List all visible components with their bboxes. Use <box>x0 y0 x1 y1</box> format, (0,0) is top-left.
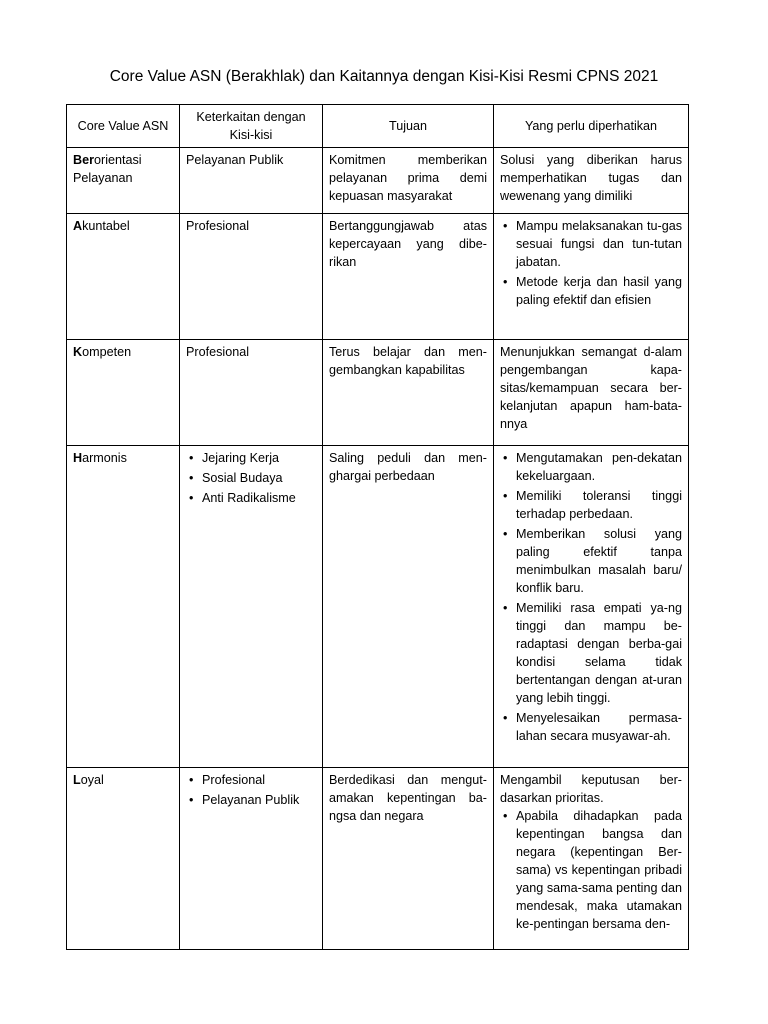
keterkaitan-item: • Jejaring Kerja <box>202 449 316 467</box>
core-value-cell <box>67 214 180 340</box>
core-value-initial: H <box>73 451 83 465</box>
perhatian-item: • Mampu melaksanakan tu-gas sesuai fungsi dan tun-tutan jabatan. <box>516 217 682 271</box>
keterkaitan-cell <box>180 340 323 446</box>
keterkaitan-text: Pelayanan Publik <box>186 153 284 167</box>
tujuan-cell: Saling peduli dan men-ghargai perbedaan <box>323 446 494 768</box>
tujuan-cell: Berdedikasi dan mengut-amakan kepentingan ba-ngsa dan negara <box>323 768 494 950</box>
perhatian-cell <box>494 446 689 768</box>
keterkaitan-item: • Pelayanan Publik <box>202 791 316 809</box>
core-value-rest: oyal <box>80 773 104 787</box>
core-value-rest: ompeten <box>82 345 132 359</box>
table-row <box>67 340 689 446</box>
keterkaitan-list <box>186 449 316 507</box>
keterkaitan-cell <box>180 446 323 768</box>
perhatian-cell <box>494 340 689 446</box>
core-value-cell <box>67 768 180 950</box>
table-body <box>67 148 689 950</box>
header-tujuan: Tujuan <box>323 105 494 148</box>
perhatian-item: • Memiliki rasa empati ya-ng tinggi dan mampu be-radaptasi dengan berba-gai kondisi selama tidak bertentangan dengan at-uran yang lebih tinggi. <box>516 599 682 707</box>
perhatian-cell <box>494 214 689 340</box>
keterkaitan-text: Profesional <box>186 219 250 233</box>
perhatian-item: • Mengutamakan pen-dekatan kekeluargaan. <box>516 449 682 485</box>
perhatian-item: • Memberikan solusi yang paling efektif tanpa menimbulkan masalah baru/ konflik baru. <box>516 525 682 597</box>
perhatian-cell <box>494 148 689 214</box>
header-keterkaitan: Keterkaitan dengan Kisi-kisi <box>180 105 323 148</box>
document-title: Core Value ASN (Berakhlak) dan Kaitannya dengan Kisi-Kisi Resmi CPNS 2021 <box>109 68 659 85</box>
keterkaitan-item: • Anti Radikalisme <box>202 489 316 507</box>
core-value-cell <box>67 446 180 768</box>
core-value-initial: K <box>73 345 83 359</box>
keterkaitan-item: • Sosial Budaya <box>202 469 316 487</box>
keterkaitan-text: Profesional <box>186 345 250 359</box>
perhatian-text: Mengambil keputusan ber-dasarkan prioritas. <box>500 773 682 805</box>
core-value-rest: kuntabel <box>82 219 130 233</box>
perhatian-item: • Apabila dihadapkan pada kepentingan bangsa dan negara (kepentingan Ber-sama) vs kepentingan pribadi yang sama-sama penting dan mendesak, maka utamakan ke-pentingan bersama den- <box>516 807 682 933</box>
keterkaitan-list <box>186 771 316 809</box>
core-value-initial: Ber <box>73 153 94 167</box>
keterkaitan-cell <box>180 768 323 950</box>
table-row <box>67 148 689 214</box>
perhatian-item: • Menyelesaikan permasa-lahan secara musyawar-ah. <box>516 709 682 745</box>
keterkaitan-cell <box>180 214 323 340</box>
keterkaitan-cell <box>180 148 323 214</box>
tujuan-cell: Komitmen memberikan pelayanan prima demi kepuasan masyarakat <box>323 148 494 214</box>
core-value-cell <box>67 148 180 214</box>
core-value-rest: armonis <box>82 451 127 465</box>
perhatian-text: Menunjukkan semangat d-alam pengembangan kapa-sitas/kemampuan secara ber-kelanjutan apapun ham-bata-nnya <box>500 345 682 431</box>
core-value-initial: A <box>73 219 83 233</box>
table-row <box>67 768 689 950</box>
tujuan-cell: Bertanggungjawab atas kepercayaan yang dibe-rikan <box>323 214 494 340</box>
perhatian-item: • Metode kerja dan hasil yang paling efektif dan efisien <box>516 273 682 309</box>
table-row <box>67 214 689 340</box>
table-row <box>67 446 689 768</box>
header-core-value: Core Value ASN <box>67 105 180 148</box>
table-header-row <box>67 105 689 148</box>
core-value-cell <box>67 340 180 446</box>
perhatian-list <box>500 807 682 933</box>
core-value-table <box>66 104 689 950</box>
perhatian-list <box>500 217 682 309</box>
core-value-rest: orientasi Pelayanan <box>73 153 142 185</box>
keterkaitan-item: • Profesional <box>202 771 316 789</box>
perhatian-text: Solusi yang diberikan harus memperhatikan tugas dan wewenang yang dimiliki <box>500 153 682 203</box>
tujuan-cell: Terus belajar dan men-gembangkan kapabilitas <box>323 340 494 446</box>
core-value-initial: L <box>73 773 81 787</box>
perhatian-list <box>500 449 682 745</box>
perhatian-cell <box>494 768 689 950</box>
perhatian-item: • Memiliki toleransi tinggi terhadap perbedaan. <box>516 487 682 523</box>
header-perhatian: Yang perlu diperhatikan <box>494 105 689 148</box>
